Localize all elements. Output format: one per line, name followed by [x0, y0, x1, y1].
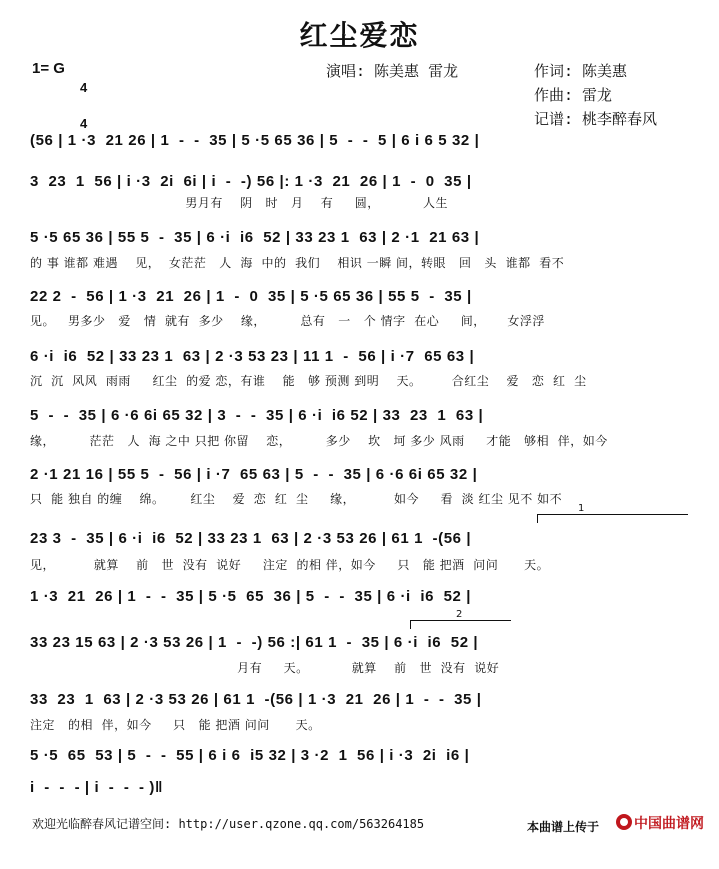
song-title: 红尘爱恋 [299, 19, 420, 52]
notation-row: 33 23 15 63 | 2 ·3 53 26 | 1 - -) 56 :| 61 1 - 35 | 6 ·i i6 52 | [30, 634, 479, 651]
composer: 作曲: 雷龙 [534, 86, 613, 104]
logo-text: 中国曲谱网 [634, 815, 704, 831]
notation-row: 5 ·5 65 53 | 5 - - 55 | 6 i 6 i5 32 | 3 ·2 1 56 | i ·3 2i i6 | [30, 747, 470, 764]
volta-bracket-1 [537, 503, 688, 523]
notation-row: 5 ·5 65 36 | 55 5 - 35 | 6 ·i i6 52 | 33 23 1 63 | 2 ·1 21 63 | [30, 229, 480, 246]
key-signature: 1= G [32, 60, 65, 77]
lyric-row: 的 事 谁都 难遇 见， 女茫茫 人 海 中的 我们 相识 一瞬 间，转眼 回 头 谁都 看不 [30, 256, 565, 270]
volta-number: 2 [456, 609, 463, 620]
lyric-row: 注定 的相 伴，如今 只 能 把酒 问问 天。 [30, 718, 321, 732]
notation-row: 6 ·i i6 52 | 33 23 1 63 | 2 ·3 53 23 | 11 1 - 56 | i ·7 65 63 | [30, 348, 475, 365]
notation-row: i - - - | i - - - )‖ [30, 779, 164, 796]
time-top: 4 [80, 80, 88, 95]
volta-bracket-2 [410, 609, 511, 629]
volta-number: 1 [578, 503, 585, 514]
time-signature [80, 58, 87, 142]
logo-icon [616, 814, 632, 830]
lyric-row: 只 能 独自 的缠 绵。 红尘 爱 恋 红 尘 缘， 如今 看 淡 红尘 见不 如不 [30, 492, 563, 506]
notation-row: 3 23 1 56 | i ·3 2i 6i | i - -) 56 |: 1 ·3 21 26 | 1 - 0 35 | [30, 173, 472, 190]
lyric-row: 男月有 阴 时 月 有 圆， 人生 [30, 196, 448, 210]
lyric-row: 见。 男多少 爱 情 就有 多少 缘， 总有 一 个 情字 在心 间， 女浮浮 [30, 314, 545, 328]
site-logo [614, 812, 710, 832]
notation-row: 5 - - 35 | 6 ·6 6i 65 32 | 3 - - 35 | 6 ·i i6 52 | 33 23 1 63 | [30, 407, 484, 424]
notation-row: 33 23 1 63 | 2 ·3 53 26 | 61 1 -(56 | 1 ·3 21 26 | 1 - - 35 | [30, 691, 482, 708]
notation-row: 1 ·3 21 26 | 1 - - 35 | 5 ·5 65 36 | 5 - - 35 | 6 ·i i6 52 | [30, 588, 472, 605]
lyric-row: 月有 天。 就算 前 世 没有 说好 [30, 661, 500, 675]
lyric-row: 见， 就算 前 世 没有 说好 注定 的相 伴，如今 只 能 把酒 问问 天。 [30, 558, 550, 572]
time-bottom: 4 [80, 116, 88, 131]
notation-row: 23 3 - 35 | 6 ·i i6 52 | 33 23 1 63 | 2 ·3 53 26 | 61 1 -(56 | [30, 530, 472, 547]
notation-row: (56 | 1 ·3 21 26 | 1 - - 35 | 5 ·5 65 36 | 5 - - 5 | 6 i 6 5 32 | [30, 132, 480, 149]
lyric-row: 沉 沉 风风 雨雨 红尘 的爱 恋，有谁 能 够 预测 到明 天。 合红尘 爱 恋 红 尘 [30, 374, 587, 388]
performer: 演唱: 陈美惠 雷龙 [326, 62, 459, 80]
footer-note: 欢迎光临醉春风记谱空间: http://user.qzone.qq.com/563264185 [32, 817, 425, 831]
lyricist: 作词: 陈美惠 [534, 62, 628, 80]
transcriber: 记谱: 桃李醉春风 [534, 110, 658, 128]
lyric-row: 缘， 茫茫 人 海 之中 只把 你留 恋， 多少 坎 坷 多少 风雨 才能 够相 伴，如今 [30, 434, 608, 448]
notation-row: 2 ·1 21 16 | 55 5 - 56 | i ·7 65 63 | 5 - - 35 | 6 ·6 6i 65 32 | [30, 466, 478, 483]
notation-row: 22 2 - 56 | 1 ·3 21 26 | 1 - 0 35 | 5 ·5 65 36 | 55 5 - 35 | [30, 288, 472, 305]
upload-note: 本曲谱上传于 [527, 820, 600, 834]
